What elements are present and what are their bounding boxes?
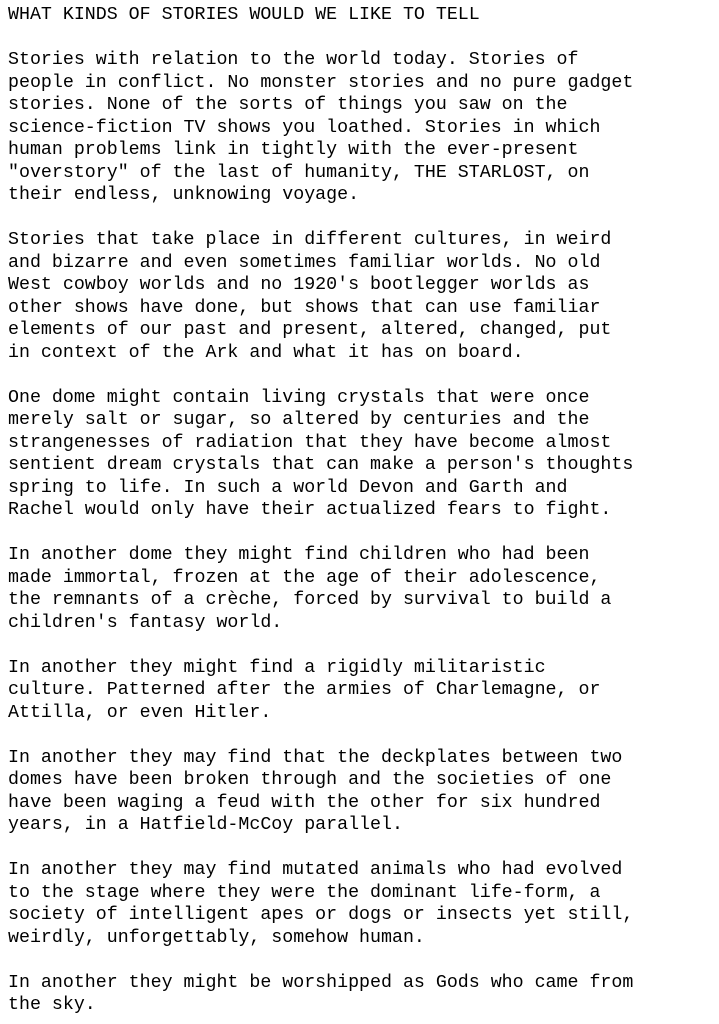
- text-line: have been waging a feud with the other for six hundred: [8, 792, 601, 813]
- text-line: strangenesses of radiation that they have become almost: [8, 432, 612, 453]
- text-line: In another they may find mutated animals who had evolved: [8, 860, 623, 880]
- text-line: culture. Patterned after the armies of Charlemagne, or: [8, 680, 601, 700]
- text-line: "overstory" of the last of humanity, THE STARLOST, on: [8, 162, 590, 183]
- paragraph: [8, 387, 714, 522]
- text-line: In another they might find a rigidly militaristic: [8, 657, 546, 678]
- text-line: sentient dream crystals that can make a person's thoughts: [8, 455, 634, 475]
- text-line: the remnants of a crèche, forced by survival to build a: [8, 590, 612, 610]
- text-line: to the stage where they were the dominant life-form, a: [8, 882, 601, 903]
- text-line: made immortal, frozen at the age of their adolescence,: [8, 567, 601, 588]
- text-line: Attilla, or even Hitler.: [8, 702, 272, 723]
- paragraph: [8, 972, 714, 1017]
- text-line: merely salt or sugar, so altered by centuries and the: [8, 410, 590, 430]
- document-page: [8, 4, 714, 1017]
- document-heading: WHAT KINDS OF STORIES WOULD WE LIKE TO TELL: [8, 5, 480, 25]
- text-line: years, in a Hatfield-McCoy parallel.: [8, 815, 403, 835]
- text-line: weirdly, unforgettably, somehow human.: [8, 927, 425, 948]
- text-line: their endless, unknowing voyage.: [8, 185, 360, 205]
- paragraph: [8, 229, 714, 364]
- text-line: other shows have done, but shows that can use familiar: [8, 297, 601, 318]
- text-line: science-fiction TV shows you loathed. Stories in which: [8, 117, 601, 138]
- paragraph: [8, 544, 714, 634]
- text-line: In another they might be worshipped as Gods who came from: [8, 972, 634, 993]
- paragraph: [8, 859, 714, 949]
- text-line: West cowboy worlds and no 1920's bootlegger worlds as: [8, 275, 590, 295]
- text-line: Stories with relation to the world today. Stories of: [8, 50, 579, 70]
- text-line: people in conflict. No monster stories and no pure gadget: [8, 72, 634, 93]
- text-line: and bizarre and even sometimes familiar worlds. No old: [8, 252, 601, 273]
- text-line: children's fantasy world.: [8, 612, 283, 633]
- text-line: domes have been broken through and the societies of one: [8, 770, 612, 790]
- text-line: stories. None of the sorts of things you saw on the: [8, 95, 568, 115]
- text-line: Stories that take place in different cultures, in weird: [8, 230, 612, 250]
- text-line: the sky.: [8, 995, 96, 1015]
- paragraph: [8, 747, 714, 837]
- text-line: Rachel would only have their actualized fears to fight.: [8, 500, 612, 520]
- text-line: spring to life. In such a world Devon and Garth and: [8, 477, 568, 498]
- text-line: In another they may find that the deckplates between two: [8, 747, 623, 768]
- text-line: society of intelligent apes or dogs or insects yet still,: [8, 905, 634, 925]
- text-line: In another dome they might find children who had been: [8, 545, 590, 565]
- text-line: One dome might contain living crystals that were once: [8, 387, 590, 408]
- text-line: human problems link in tightly with the ever-present: [8, 140, 579, 160]
- document-body: [8, 49, 714, 1017]
- text-line: in context of the Ark and what it has on board.: [8, 342, 524, 363]
- paragraph: [8, 49, 714, 207]
- paragraph: [8, 657, 714, 725]
- text-line: elements of our past and present, altered, changed, put: [8, 320, 612, 340]
